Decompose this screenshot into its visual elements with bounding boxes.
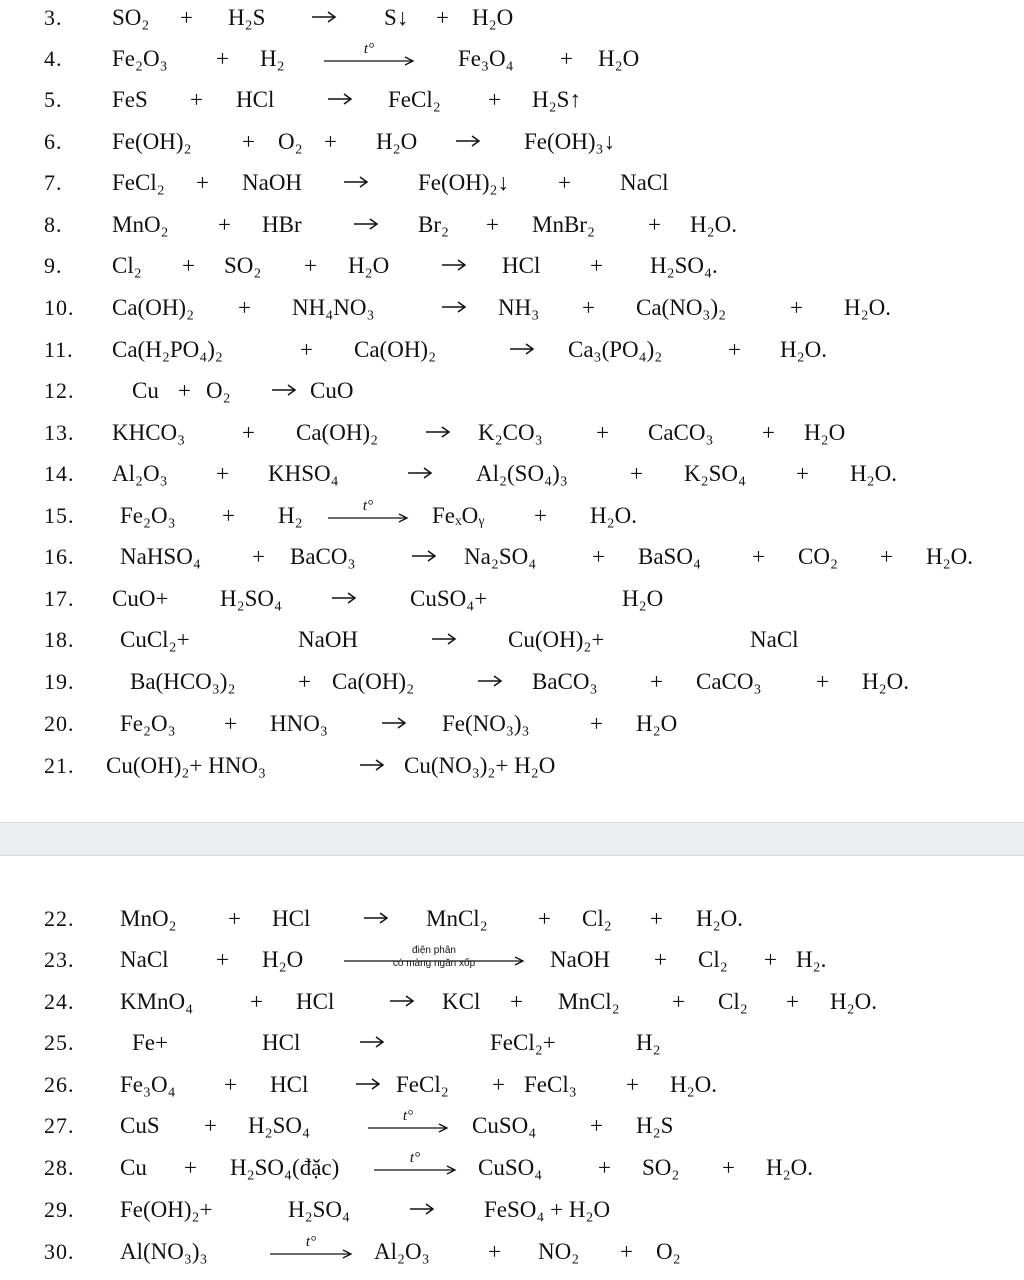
plus-sign: + [180, 5, 193, 30]
reactant: Fe₂O₃ [112, 46, 168, 71]
plus-sign: + [538, 906, 551, 931]
plus-sign: + [304, 253, 317, 278]
equation [112, 43, 1012, 83]
plus-sign: + [650, 906, 663, 931]
product: NH₃ [498, 295, 540, 320]
reaction-arrow-icon [408, 466, 432, 480]
plus-sign: + [298, 669, 311, 694]
equation-row-8 [0, 209, 1024, 249]
product: S↓ [384, 5, 409, 30]
product: HCl [502, 253, 541, 278]
plus-sign: + [592, 544, 605, 569]
reactant: HCl [296, 989, 335, 1014]
product: Cl₂ [698, 947, 728, 972]
plus-sign: + [488, 87, 501, 112]
equation-number: 15. [44, 503, 75, 528]
plus-sign: + [816, 669, 829, 694]
reactant: Ca(H₂PO₄)₂ [112, 337, 223, 362]
product: CuSO₄+ [410, 586, 488, 611]
heat-arrow-icon: t° [270, 1236, 352, 1268]
equation-number: 25. [44, 1030, 75, 1055]
plus-sign: + [590, 253, 603, 278]
product: BaSO₄ [638, 544, 701, 569]
plus-sign: + [216, 46, 229, 71]
plus-sign: + [722, 1155, 735, 1180]
product: MnCl₂ [426, 906, 488, 931]
plus-sign: + [626, 1072, 639, 1097]
reactant: Fe(OH)₂+ [120, 1197, 213, 1222]
reactant: FeCl₂ [112, 170, 165, 195]
reactant: HBr [262, 212, 302, 237]
reactant: SO₂ [112, 5, 150, 30]
product: Br₂ [418, 212, 450, 237]
equation [112, 458, 1012, 498]
product: CO₂ [798, 544, 838, 569]
product: NaCl [620, 170, 669, 195]
reaction-arrow-icon [332, 591, 356, 605]
equation-number: 13. [44, 420, 75, 445]
equation-row-29 [0, 1194, 1024, 1234]
equation-row-16 [0, 541, 1024, 581]
plus-sign: + [204, 1113, 217, 1138]
equation [112, 666, 1012, 706]
equation-row-21 [0, 750, 1024, 790]
reaction-arrow-icon [432, 632, 456, 646]
equation-row-28 [0, 1152, 1024, 1192]
equation-number: 22. [44, 906, 75, 931]
reactant: CuO+ [112, 586, 169, 611]
plus-sign: + [630, 461, 643, 486]
plus-sign: + [242, 420, 255, 445]
reactant: BaCO₃ [290, 544, 356, 569]
product: K₂SO₄ [684, 461, 747, 486]
product: Cl₂ [582, 906, 612, 931]
reaction-arrow-icon [382, 716, 406, 730]
product: H₂O [804, 420, 846, 445]
plus-sign: + [796, 461, 809, 486]
product: CuO [310, 378, 354, 403]
product: H₂O [636, 711, 678, 736]
product: H₂O. [690, 212, 737, 237]
plus-sign: + [178, 378, 191, 403]
reaction-arrow-icon [360, 758, 384, 772]
equation [112, 209, 1012, 249]
plus-sign: + [560, 46, 573, 71]
reactant: HNO₃ [270, 711, 328, 736]
reaction-arrow-icon [360, 1035, 384, 1049]
product: FeCl₂ [388, 87, 441, 112]
reactant: Cl₂ [112, 253, 142, 278]
equation [112, 583, 1012, 623]
reactant: NaHSO₄ [120, 544, 201, 569]
plus-sign: + [650, 669, 663, 694]
product: CuSO₄ [472, 1113, 537, 1138]
reactant: Ca(OH)₂ [332, 669, 415, 694]
equation [112, 624, 1012, 664]
reactant: H₂S [228, 5, 266, 30]
equation-row-20 [0, 708, 1024, 748]
equation-number: 30. [44, 1239, 75, 1264]
product: NO₂ [538, 1239, 580, 1264]
equation-row-6 [0, 126, 1024, 166]
reaction-arrow-icon [442, 258, 466, 272]
equation [112, 1027, 1012, 1067]
product: H₂O. [766, 1155, 813, 1180]
product: FeCl₃ [524, 1072, 577, 1097]
equation [112, 126, 1012, 166]
plus-sign: + [752, 544, 765, 569]
product: H₂O. [590, 503, 637, 528]
plus-sign: + [216, 461, 229, 486]
product: H₂O. [696, 906, 743, 931]
plus-sign: + [534, 503, 547, 528]
equation-row-17 [0, 583, 1024, 623]
product: Fe(NO₃)₃ [442, 711, 530, 736]
product: H₂. [796, 947, 827, 972]
page-divider [0, 822, 1024, 856]
reactant: Fe₂O₃ [120, 503, 176, 528]
equation [112, 986, 1012, 1026]
equation [112, 944, 1012, 984]
product: H₂O. [830, 989, 877, 1014]
product: Fe(OH)₃↓ [524, 129, 616, 154]
reactant: Ca(OH)₂ [112, 295, 195, 320]
equation-number: 9. [44, 253, 63, 278]
equation [112, 375, 1012, 415]
reaction-arrow-icon [412, 549, 436, 563]
product: Fe₃O₄ [458, 46, 514, 71]
equation-number: 4. [44, 46, 63, 71]
equation-row-24 [0, 986, 1024, 1026]
heat-arrow-icon: t° [368, 1110, 448, 1142]
equation-number: 3. [44, 5, 63, 30]
plus-sign: + [228, 906, 241, 931]
equation-row-25 [0, 1027, 1024, 1067]
equation-row-3 [0, 2, 1024, 42]
equation-row-26 [0, 1069, 1024, 1109]
plus-sign: + [324, 129, 337, 154]
equation-row-27 [0, 1110, 1024, 1150]
reactant: H₂O [262, 947, 304, 972]
product: CaCO₃ [696, 669, 762, 694]
reactant: NaOH [242, 170, 303, 195]
product: H₂ [636, 1030, 661, 1055]
equation-number: 7. [44, 170, 63, 195]
plus-sign: + [558, 170, 571, 195]
reactant: HCl [270, 1072, 309, 1097]
reactant: MnO₂ [120, 906, 177, 931]
product: O₂ [656, 1239, 681, 1264]
equation [112, 500, 1012, 540]
reactant: SO₂ [224, 253, 262, 278]
product: H₂O [598, 46, 640, 71]
reaction-arrow-icon [426, 425, 450, 439]
reaction-arrow-icon [456, 134, 480, 148]
plus-sign: + [242, 129, 255, 154]
equation [112, 1236, 1012, 1276]
equation [112, 417, 1012, 457]
product: H₂O. [670, 1072, 717, 1097]
equation-number: 11. [44, 337, 74, 362]
plus-sign: + [190, 87, 203, 112]
reactant: KHSO₄ [268, 461, 339, 486]
reactant: KHCO₃ [112, 420, 186, 445]
equation-number: 17. [44, 586, 75, 611]
reactant: Cu [120, 1155, 147, 1180]
reactant: H₂O [376, 129, 418, 154]
product: FeCl₂+ [490, 1030, 556, 1055]
product: CuSO₄ [478, 1155, 543, 1180]
product: H₂O. [780, 337, 827, 362]
equation-number: 21. [44, 753, 75, 778]
plus-sign: + [492, 1072, 505, 1097]
equation [112, 334, 1012, 374]
equation [106, 750, 1012, 790]
reaction-arrow-icon [410, 1202, 434, 1216]
plus-sign: + [598, 1155, 611, 1180]
reactant: Al₂O₃ [112, 461, 168, 486]
equation-number: 20. [44, 711, 75, 736]
reactant: Cu(OH)₂+ HNO₃ [106, 753, 266, 778]
equation-number: 6. [44, 129, 63, 154]
reaction-arrow-icon [328, 92, 352, 106]
equation-row-14 [0, 458, 1024, 498]
plus-sign: + [620, 1239, 633, 1264]
reactant: Ca(OH)₂ [296, 420, 379, 445]
plus-sign: + [184, 1155, 197, 1180]
equation-number: 12. [44, 378, 75, 403]
equation-row-23 [0, 944, 1024, 984]
equation [112, 903, 1012, 943]
plus-sign: + [218, 212, 231, 237]
equation-number: 29. [44, 1197, 75, 1222]
reactant: Fe₂O₃ [120, 711, 176, 736]
reactant: HCl [262, 1030, 301, 1055]
reactant: Ca(OH)₂ [354, 337, 437, 362]
equation [112, 708, 1012, 748]
product: H₂O. [862, 669, 909, 694]
reaction-arrow-icon [312, 10, 336, 24]
reaction-arrow-icon [356, 1077, 380, 1091]
equation [112, 1152, 1012, 1192]
plus-sign: + [790, 295, 803, 320]
product: FeₓOᵧ [432, 503, 485, 528]
product: CaCO₃ [648, 420, 714, 445]
product: H₂S [636, 1113, 674, 1138]
equation-row-5 [0, 84, 1024, 124]
heat-arrow-icon: t° [374, 1152, 456, 1184]
plus-sign: + [728, 337, 741, 362]
reactant: NH₄NO₃ [292, 295, 375, 320]
equation-number: 10. [44, 295, 75, 320]
reaction-arrow-icon [364, 911, 388, 925]
equation-number: 16. [44, 544, 75, 569]
plus-sign: + [762, 420, 775, 445]
reactant: NaOH [298, 627, 359, 652]
product: Al₂O₃ [374, 1239, 430, 1264]
reactant: Al(NO₃)₃ [120, 1239, 208, 1264]
equation-row-10 [0, 292, 1024, 332]
reactant: O₂ [206, 378, 231, 403]
equation [112, 84, 1012, 124]
reactant: NaCl [120, 947, 169, 972]
product: MnCl₂ [558, 989, 620, 1014]
reaction-arrow-icon [390, 994, 414, 1008]
reactant: H₂SO₄(đặc) [230, 1155, 340, 1180]
plus-sign: + [486, 212, 499, 237]
reactant: MnO₂ [112, 212, 169, 237]
equation-row-15 [0, 500, 1024, 540]
equation-number: 28. [44, 1155, 75, 1180]
reactant: Cu [132, 378, 159, 403]
reaction-arrow-icon [478, 674, 502, 688]
equation-number: 14. [44, 461, 75, 486]
reactant: KMnO₄ [120, 989, 194, 1014]
equation-row-13 [0, 417, 1024, 457]
reactant: CuS [120, 1113, 160, 1138]
plus-sign: + [224, 711, 237, 736]
reactant: H₂SO₄ [288, 1197, 351, 1222]
reactant: CuCl₂+ [120, 627, 190, 652]
product: Cu(NO₃)₂+ H₂O [404, 753, 556, 778]
product: Cu(OH)₂+ [508, 627, 605, 652]
reaction-arrow-icon [344, 175, 368, 189]
product: Na₂SO₄ [464, 544, 537, 569]
reaction-arrow-icon [272, 383, 296, 397]
product: H₂S↑ [532, 87, 581, 112]
plus-sign: + [880, 544, 893, 569]
product: KCl [442, 989, 481, 1014]
plus-sign: + [672, 989, 685, 1014]
reactant: HCl [272, 906, 311, 931]
equation [112, 1069, 1012, 1109]
plus-sign: + [238, 295, 251, 320]
equation-number: 24. [44, 989, 75, 1014]
product: BaCO₃ [532, 669, 598, 694]
reaction-arrow-icon [354, 217, 378, 231]
plus-sign: + [250, 989, 263, 1014]
equation-number: 8. [44, 212, 63, 237]
plus-sign: + [182, 253, 195, 278]
equation [112, 1194, 1012, 1234]
product: H₂O [472, 5, 514, 30]
product: Al₂(SO₄)₃ [476, 461, 568, 486]
product: H₂O [622, 586, 664, 611]
product: Ca(NO₃)₂ [636, 295, 727, 320]
reactant: HCl [236, 87, 275, 112]
equation-number: 18. [44, 627, 75, 652]
reactant: H₂SO₄ [220, 586, 283, 611]
product: K₂CO₃ [478, 420, 543, 445]
plus-sign: + [654, 947, 667, 972]
reaction-arrow-icon [442, 300, 466, 314]
product: H₂SO₄. [650, 253, 718, 278]
plus-sign: + [222, 503, 235, 528]
plus-sign: + [648, 212, 661, 237]
plus-sign: + [596, 420, 609, 445]
product: NaCl [750, 627, 799, 652]
heat-arrow-icon: t° [324, 43, 414, 75]
product: H₂O. [926, 544, 973, 569]
equation-row-30 [0, 1236, 1024, 1276]
equation [112, 167, 1012, 207]
equation-row-11 [0, 334, 1024, 374]
reactant: Fe+ [132, 1030, 168, 1055]
equation-row-18 [0, 624, 1024, 664]
plus-sign: + [196, 170, 209, 195]
plus-sign: + [216, 947, 229, 972]
equation-row-12 [0, 375, 1024, 415]
reactant: FeS [112, 87, 148, 112]
equation-number: 19. [44, 669, 75, 694]
product: NaOH [550, 947, 611, 972]
product: Fe(OH)₂↓ [418, 170, 510, 195]
plus-sign: + [786, 989, 799, 1014]
reactant: H₂SO₄ [248, 1113, 311, 1138]
equation-row-22 [0, 903, 1024, 943]
reactant: H₂ [260, 46, 285, 71]
plus-sign: + [224, 1072, 237, 1097]
product: MnBr₂ [532, 212, 595, 237]
product: SO₂ [642, 1155, 680, 1180]
plus-sign: + [764, 947, 777, 972]
heat-arrow-icon: t° [328, 500, 408, 532]
equation-number: 23. [44, 947, 75, 972]
plus-sign: + [488, 1239, 501, 1264]
plus-sign: + [590, 1113, 603, 1138]
plus-sign: + [582, 295, 595, 320]
plus-sign: + [590, 711, 603, 736]
equation [112, 1110, 1012, 1150]
plus-sign: + [300, 337, 313, 362]
reactant: Fe₃O₄ [120, 1072, 176, 1097]
plus-sign: + [436, 5, 449, 30]
product: Ca₃(PO₄)₂ [568, 337, 663, 362]
electrolysis-arrow-icon: điện phân có màng ngăn xốp [344, 944, 524, 976]
product: FeSO₄ + H₂O [484, 1197, 611, 1222]
equation-row-4 [0, 43, 1024, 83]
equation [112, 250, 1012, 290]
product: FeCl₂ [396, 1072, 449, 1097]
reactant: H₂O [348, 253, 390, 278]
equation-row-9 [0, 250, 1024, 290]
reaction-arrow-icon [510, 342, 534, 356]
plus-sign: + [510, 989, 523, 1014]
equation-number: 27. [44, 1113, 75, 1138]
reactant: Fe(OH)₂ [112, 129, 192, 154]
product: H₂O. [850, 461, 897, 486]
equation-number: 26. [44, 1072, 75, 1097]
equation [112, 2, 1012, 42]
equation-row-19 [0, 666, 1024, 706]
equation [112, 292, 1012, 332]
product: H₂O. [844, 295, 891, 320]
reactant: H₂ [278, 503, 303, 528]
reactant: Ba(HCO₃)₂ [130, 669, 236, 694]
equation-number: 5. [44, 87, 63, 112]
plus-sign: + [252, 544, 265, 569]
reactant: O₂ [278, 129, 303, 154]
product: Cl₂ [718, 989, 748, 1014]
equation-row-7 [0, 167, 1024, 207]
equation [112, 541, 1012, 581]
document-page-2 [0, 856, 1024, 1280]
